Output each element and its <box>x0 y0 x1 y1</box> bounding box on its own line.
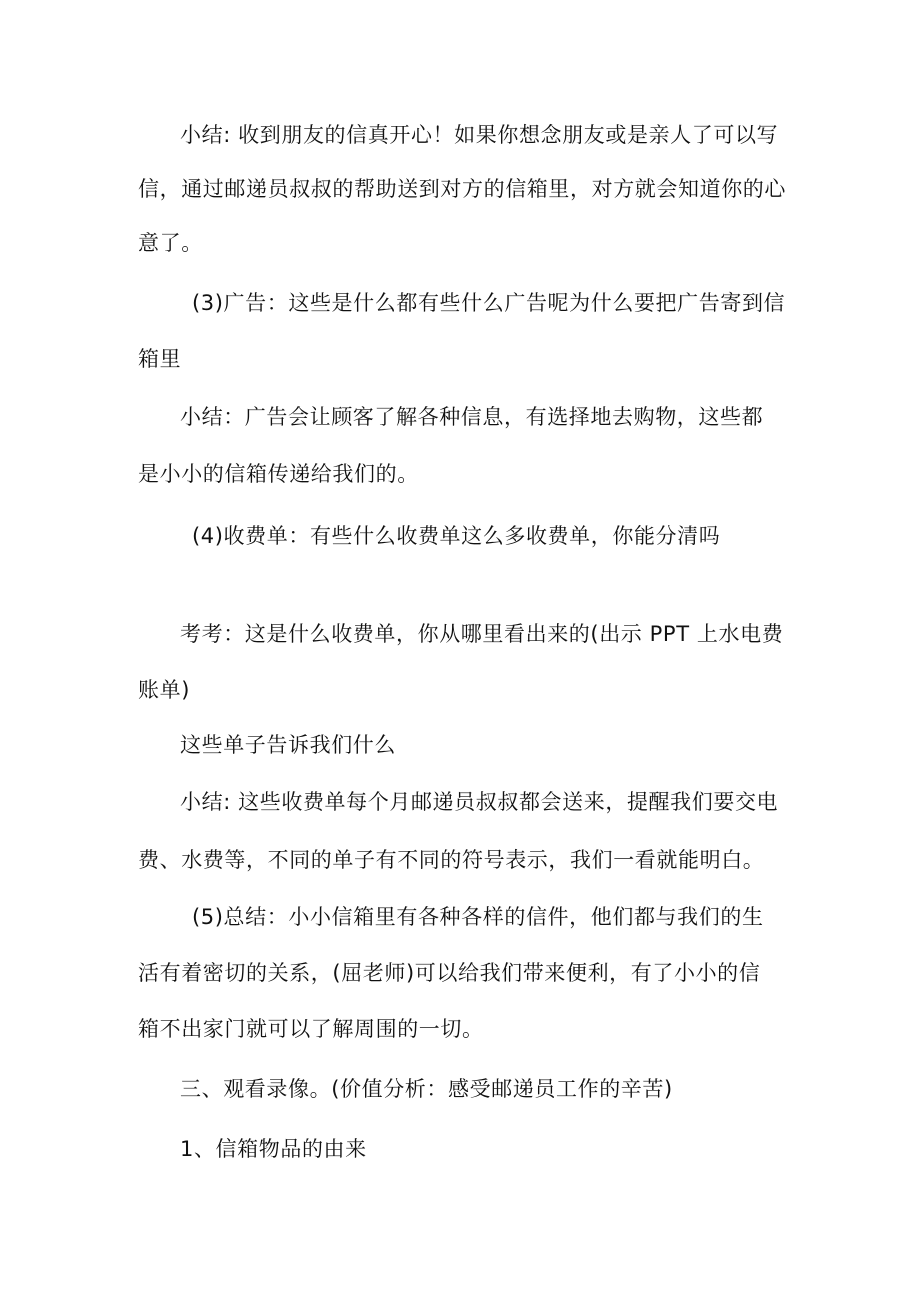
paragraph-summary-ads-line-2: 是小小的信箱传递给我们的。 <box>138 462 419 486</box>
subsection-heading-mailbox-items: 1、信箱物品的由来 <box>180 1137 367 1161</box>
paragraph-summary-bills-line-2: 费、水费等，不同的单子有不同的符号表示，我们一看就能明白。 <box>138 848 765 872</box>
paragraph-summary-bills-line-1: 小结: 这些收费单每个月邮递员叔叔都会送来，提醒我们要交电 <box>180 790 779 814</box>
paragraph-ads-line-1: (3)广告：这些是什么都有些什么广告呢为什么要把广告寄到信 <box>192 291 786 315</box>
paragraph-bills-line-1: (4)收费单：有些什么收费单这么多收费单，你能分清吗 <box>192 524 721 548</box>
paragraph-quiz-line-2: 账单) <box>138 678 190 702</box>
paragraph-conclusion-line-2: 活有着密切的关系，(屈老师)可以给我们带来便利，有了小小的信 <box>138 961 761 985</box>
paragraph-summary-letter-line-3: 意了。 <box>138 231 203 255</box>
paragraph-question-line-1: 这些单子告诉我们什么 <box>180 733 396 757</box>
paragraph-summary-ads-line-1: 小结：广告会让顾客了解各种信息，有选择地去购物，这些都 <box>180 405 764 429</box>
paragraph-summary-letter-line-1: 小结: 收到朋友的信真开心！如果你想念朋友或是亲人了可以写 <box>180 123 779 147</box>
paragraph-quiz-line-1: 考考：这是什么收费单，你从哪里看出来的(出示 PPT 上水电费 <box>180 622 784 646</box>
paragraph-ads-line-2: 箱里 <box>138 347 182 371</box>
section-heading-watch-video: 三、观看录像。(价值分析：感受邮递员工作的辛苦) <box>180 1077 673 1101</box>
paragraph-conclusion-line-1: (5)总结：小小信箱里有各种各样的信件，他们都与我们的生 <box>192 905 764 929</box>
paragraph-conclusion-line-3: 箱不出家门就可以了解周围的一切。 <box>138 1017 484 1041</box>
paragraph-summary-letter-line-2: 信，通过邮递员叔叔的帮助送到对方的信箱里，对方就会知道你的心 <box>138 177 786 201</box>
